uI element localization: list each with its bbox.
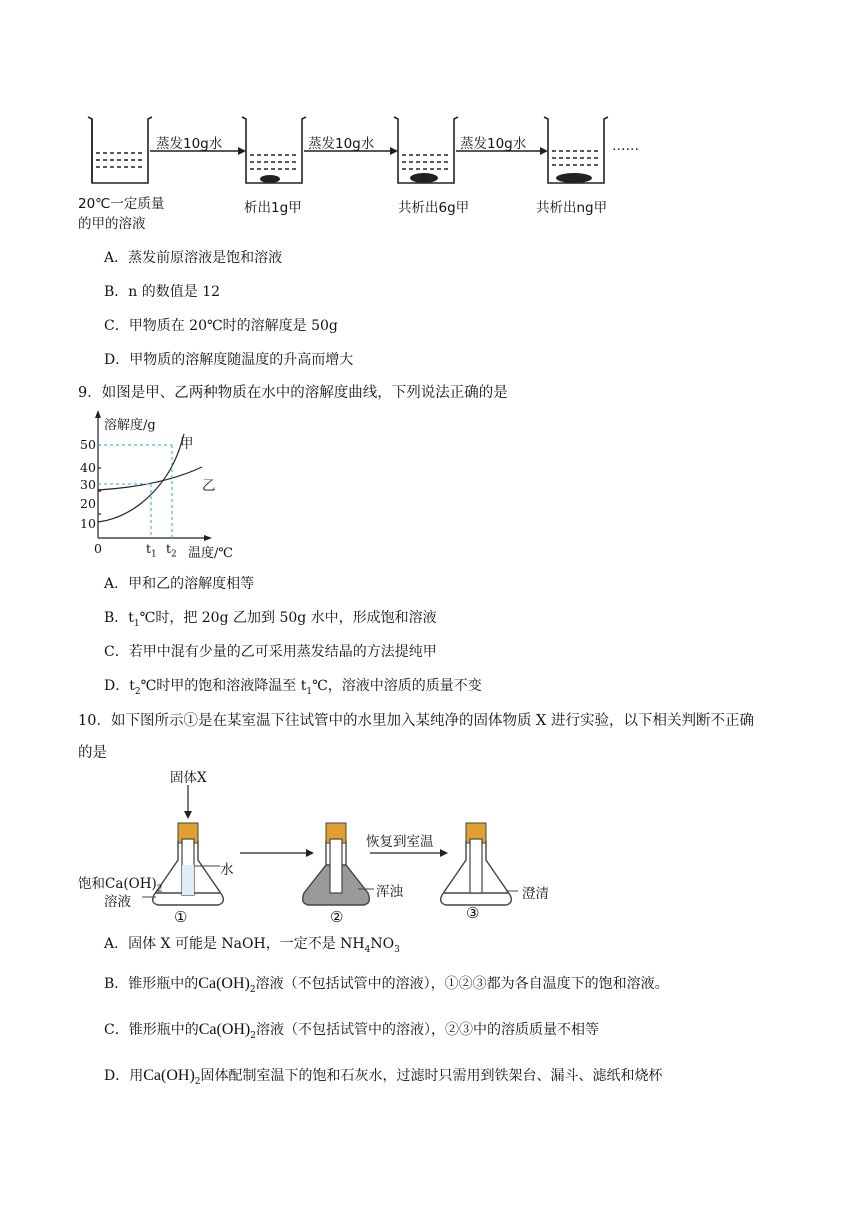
flask-number-2: ② bbox=[330, 908, 344, 926]
q9-option-c: C．若甲中混有少量的乙可采用蒸发结晶的方法提纯甲 bbox=[104, 644, 437, 660]
x-axis-label: 温度/℃ bbox=[188, 546, 233, 561]
q10-option-d: D．用$Ca(OH)_2$固体配制室温下的饱和石灰水，过滤时只需用到铁架台、漏斗、滤纸和烧杯 bbox=[104, 1067, 663, 1087]
t1-tick: $t_1$ bbox=[146, 541, 157, 560]
beaker-label: 的甲的溶液 bbox=[78, 216, 146, 232]
beaker-label: 共析出6g甲 bbox=[398, 200, 470, 216]
q10-option-c: C．锥形瓶中的$Ca(OH)_2$溶液（不包括试管中的溶液），②③中的溶质质量不相等 bbox=[104, 1021, 599, 1041]
restore-label: 恢复到室温 bbox=[366, 834, 434, 850]
flask-number-1: ① bbox=[174, 908, 188, 926]
solution-label: 溶液 bbox=[104, 894, 131, 910]
saturated-label: 饱和$Ca(OH)_2$ bbox=[78, 876, 163, 895]
beaker-label: 20℃一定质量 bbox=[78, 196, 165, 212]
y-axis-label: 溶解度/g bbox=[104, 418, 156, 433]
series-label-jia: 甲 bbox=[180, 436, 194, 452]
q8-option-b: B．n 的数值是 12 bbox=[104, 284, 221, 300]
q9-option-d: D．$t_2℃$时甲的饱和溶液降温至 $t_1℃$，溶液中溶质的质量不变 bbox=[104, 678, 482, 697]
q10-option-b: B．锥形瓶中的$Ca(OH)_2$溶液（不包括试管中的溶液），①②③都为各自温度下的饱和溶液。 bbox=[104, 975, 669, 995]
q9-option-b: B．$t_1℃$时，把 20g 乙加到 50g 水中，形成饱和溶液 bbox=[104, 610, 437, 629]
ellipsis: …… bbox=[612, 138, 639, 154]
clear-label: 澄清 bbox=[522, 886, 549, 902]
flask-diagram bbox=[70, 765, 570, 930]
q10-stem-line1: 10．如下图所示①是在某室温下往试管中的水里加入某纯净的固体物质 X 进行实验，以下相关判断不正确 bbox=[78, 713, 754, 729]
q8-option-a: A．蒸发前原溶液是饱和溶液 bbox=[104, 250, 283, 266]
y-tick: 30 bbox=[80, 477, 96, 492]
solubility-curves bbox=[70, 410, 250, 560]
step-label: 蒸发10g水 bbox=[460, 136, 527, 152]
beaker-label: 析出1g甲 bbox=[244, 200, 302, 216]
q9-option-a: A．甲和乙的溶解度相等 bbox=[104, 576, 255, 592]
q9-stem: 9．如图是甲、乙两种物质在水中的溶解度曲线，下列说法正确的是 bbox=[78, 385, 508, 401]
q8-option-c: C．甲物质在 20℃时的溶解度是 50g bbox=[104, 318, 338, 334]
step-label: 蒸发10g水 bbox=[156, 136, 223, 152]
t2-tick: $t_2$ bbox=[166, 541, 177, 560]
q10-stem-line2: 的是 bbox=[78, 745, 107, 761]
turbid-label: 浑浊 bbox=[376, 884, 403, 900]
flask-number-3: ③ bbox=[466, 904, 480, 922]
series-label-yi: 乙 bbox=[202, 478, 216, 494]
q8-option-d: D．甲物质的溶解度随温度的升高而增大 bbox=[104, 352, 354, 368]
y-tick: 40 bbox=[80, 460, 96, 475]
y-tick: 50 bbox=[80, 437, 96, 452]
water-label: 水 bbox=[220, 862, 234, 878]
origin-label: 0 bbox=[94, 541, 102, 556]
step-label: 蒸发10g水 bbox=[308, 136, 375, 152]
y-tick: 20 bbox=[80, 496, 96, 511]
beaker-label: 共析出ng甲 bbox=[536, 200, 608, 216]
solid-x-label: 固体X bbox=[170, 770, 207, 786]
y-tick: 10 bbox=[80, 516, 96, 531]
q10-option-a: A．固体 X 可能是 NaOH，一定不是 $NH_4NO_3$ bbox=[104, 936, 400, 955]
